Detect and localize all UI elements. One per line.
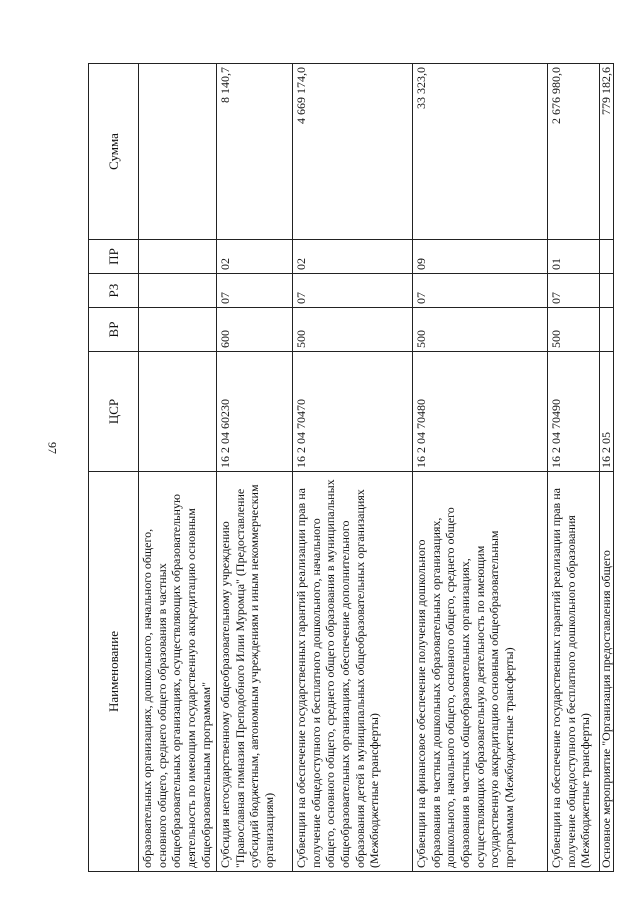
cell-name: Субвенции на обеспечение государственных гарантий реализации прав на получение общедоступного и бесплатного дошкольного образования (Межбюджетные трансферты) bbox=[548, 472, 600, 872]
cell-pr bbox=[600, 240, 614, 274]
cell-pr: 01 bbox=[548, 240, 600, 274]
cell-pr bbox=[139, 240, 217, 274]
cell-rz bbox=[600, 274, 614, 308]
cell-vr bbox=[139, 308, 217, 352]
cell-name: образовательных организациях, дошкольного, начального общего, основного общего, среднего общего образования в частных общеобразовательных организациях, осуществляющих образовательную деятельность по имеющим государственную аккредитацию основным общеобразовательным программам" bbox=[139, 472, 217, 872]
cell-sum: 2 676 980,0 bbox=[548, 64, 600, 240]
cell-csr: 16 2 04 70490 bbox=[548, 352, 600, 472]
table-header-row bbox=[89, 64, 139, 872]
cell-vr: 600 bbox=[217, 308, 293, 352]
cell-sum: 8 140,7 bbox=[217, 64, 293, 240]
table-row bbox=[548, 64, 600, 872]
cell-csr bbox=[139, 352, 217, 472]
table-row bbox=[600, 64, 614, 872]
cell-vr: 500 bbox=[293, 308, 413, 352]
header-rz: РЗ bbox=[89, 274, 139, 308]
cell-pr: 02 bbox=[217, 240, 293, 274]
table-row bbox=[293, 64, 413, 872]
cell-rz: 07 bbox=[217, 274, 293, 308]
cell-sum: 779 182,6 bbox=[600, 64, 614, 240]
cell-name: Субвенции на финансовое обеспечение получения дошкольного образования в частных дошкольных образовательных организациях, дошкольного, начального общего, основного общего, среднего общего образования в частных общеобразовательных организациях, осуществляющих образовательную деятельность по имеющим государственную аккредитацию основным общеобразовательным программам (Межбюджетные трансферты) bbox=[413, 472, 548, 872]
cell-rz: 07 bbox=[413, 274, 548, 308]
cell-sum bbox=[139, 64, 217, 240]
cell-rz bbox=[139, 274, 217, 308]
cell-sum: 33 323,0 bbox=[413, 64, 548, 240]
cell-csr: 16 2 04 70480 bbox=[413, 352, 548, 472]
header-vr: ВР bbox=[89, 308, 139, 352]
landscape-page bbox=[88, 64, 613, 872]
cell-vr: 500 bbox=[548, 308, 600, 352]
cell-name: Субвенции на обеспечение государственных гарантий реализации прав на получение общедоступного и бесплатного дошкольного, начального общего, основного общего, среднего общего образования в муниципальных общеобразовательных организациях, обеспечение дополнительного образования детей в муниципальных общеобразовательных организациях (Межбюджетные трансферты) bbox=[293, 472, 413, 872]
page-number: 97 bbox=[45, 442, 60, 454]
table-row bbox=[217, 64, 293, 872]
header-name: Наименование bbox=[89, 472, 139, 872]
cell-pr: 09 bbox=[413, 240, 548, 274]
cell-vr bbox=[600, 308, 614, 352]
cell-name: Субсидия негосударственному общеобразовательному учреждению "Православная гимназия Преподобного Илии Муромца" (Предоставление субсидий бюджетным, автономным учреждениям и иным некоммерческим организациям) bbox=[217, 472, 293, 872]
cell-vr: 500 bbox=[413, 308, 548, 352]
cell-pr: 02 bbox=[293, 240, 413, 274]
table-row bbox=[413, 64, 548, 872]
cell-name: Основное мероприятие "Организация предоставления общего bbox=[600, 472, 614, 872]
header-sum: Сумма bbox=[89, 64, 139, 240]
budget-table bbox=[88, 63, 614, 872]
rotated-table-frame bbox=[88, 64, 613, 872]
cell-csr: 16 2 04 70470 bbox=[293, 352, 413, 472]
header-csr: ЦСР bbox=[89, 352, 139, 472]
cell-rz: 07 bbox=[548, 274, 600, 308]
cell-csr: 16 2 05 bbox=[600, 352, 614, 472]
cell-rz: 07 bbox=[293, 274, 413, 308]
cell-sum: 4 669 174,0 bbox=[293, 64, 413, 240]
cell-csr: 16 2 04 60230 bbox=[217, 352, 293, 472]
table-row bbox=[139, 64, 217, 872]
header-pr: ПР bbox=[89, 240, 139, 274]
